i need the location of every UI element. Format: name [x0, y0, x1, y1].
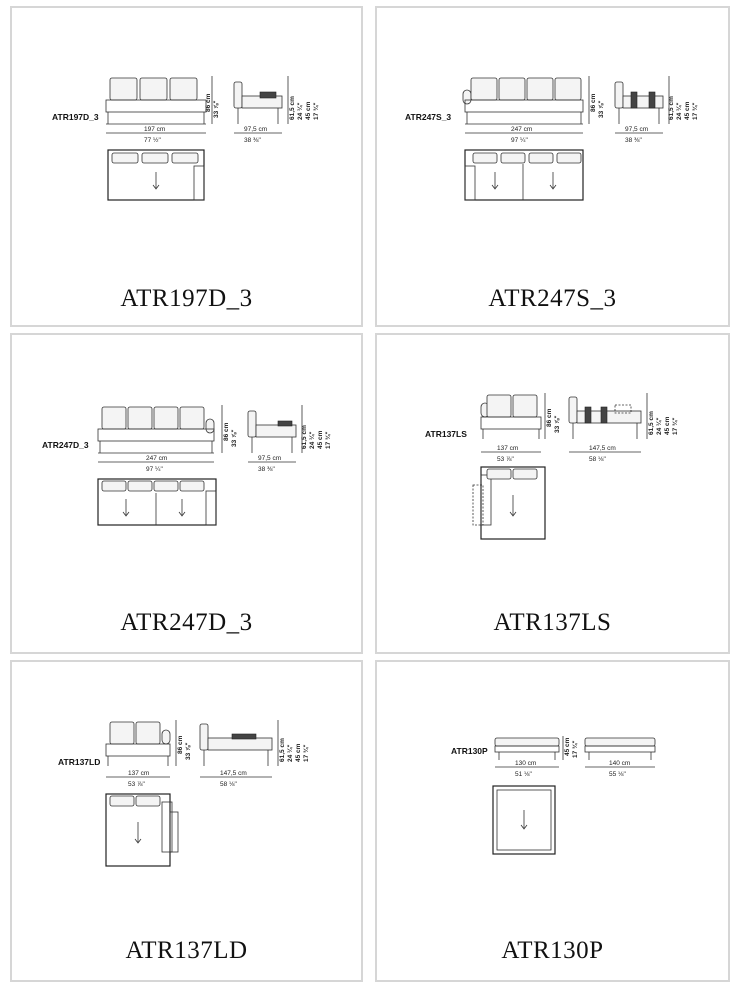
svg-text:24 ¼": 24 ¼" [297, 102, 304, 120]
svg-text:97 ¼": 97 ¼" [146, 466, 163, 473]
svg-text:24 ¼": 24 ¼" [676, 102, 683, 120]
svg-text:137 cm: 137 cm [497, 445, 519, 452]
svg-text:86 cm: 86 cm [205, 93, 212, 112]
model-code: ATR197D_3 [52, 112, 99, 122]
svg-text:38 ⅜": 38 ⅜" [244, 137, 261, 144]
svg-text:45 cm: 45 cm [664, 416, 671, 435]
svg-text:86 cm: 86 cm [223, 422, 230, 441]
product-title: ATR197D_3 [120, 285, 253, 312]
model-code: ATR130P [451, 746, 488, 756]
svg-text:97,5 cm: 97,5 cm [244, 126, 268, 133]
svg-text:130 cm: 130 cm [515, 760, 537, 767]
product-card-atr137ld[interactable] [10, 660, 363, 982]
svg-text:247 cm: 247 cm [511, 126, 533, 133]
product-title: ATR247D_3 [120, 609, 253, 636]
svg-text:97,5 cm: 97,5 cm [258, 455, 282, 462]
model-code: ATR247S_3 [405, 112, 452, 122]
svg-text:58 ⅛": 58 ⅛" [589, 456, 606, 463]
svg-text:97,5 cm: 97,5 cm [625, 126, 649, 133]
svg-text:38 ⅜": 38 ⅜" [625, 137, 642, 144]
product-title: ATR130P [501, 937, 604, 964]
svg-text:45 cm: 45 cm [305, 101, 312, 120]
product-title: ATR247S_3 [488, 285, 617, 312]
model-code: ATR137LS [425, 429, 467, 439]
svg-text:147,5 cm: 147,5 cm [589, 445, 616, 452]
svg-text:61,5 cm: 61,5 cm [289, 96, 296, 120]
svg-text:45 cm: 45 cm [317, 430, 324, 449]
svg-text:61,5 cm: 61,5 cm [301, 425, 308, 449]
svg-text:140 cm: 140 cm [609, 760, 631, 767]
svg-text:137 cm: 137 cm [128, 770, 150, 777]
model-code: ATR137LD [58, 757, 101, 767]
product-card-atr197d-3[interactable] [10, 6, 363, 327]
product-title: ATR137LD [125, 937, 248, 964]
svg-text:33 ⅞": 33 ⅞" [231, 429, 238, 447]
svg-text:33 ⅞": 33 ⅞" [185, 742, 192, 760]
svg-text:77 ½": 77 ½" [144, 137, 161, 144]
svg-text:45 cm: 45 cm [564, 737, 571, 756]
svg-text:24 ¼": 24 ¼" [656, 417, 663, 435]
svg-text:33 ⅞": 33 ⅞" [598, 100, 605, 118]
svg-text:247 cm: 247 cm [146, 455, 168, 462]
svg-text:17 ¾": 17 ¾" [303, 744, 310, 762]
svg-text:17 ¾": 17 ¾" [325, 431, 332, 449]
svg-text:38 ⅜": 38 ⅜" [258, 466, 275, 473]
product-card-atr247s-3[interactable] [375, 6, 730, 327]
svg-text:24 ¼": 24 ¼" [287, 744, 294, 762]
svg-text:147,5 cm: 147,5 cm [220, 770, 247, 777]
product-drawing [377, 662, 732, 984]
product-title: ATR137LS [493, 609, 612, 636]
product-card-atr247d-3[interactable] [10, 333, 363, 654]
product-card-atr137ls[interactable] [375, 333, 730, 654]
svg-text:33 ⅞": 33 ⅞" [213, 100, 220, 118]
svg-text:17 ¾": 17 ¾" [672, 417, 679, 435]
svg-text:86 cm: 86 cm [177, 735, 184, 754]
product-drawing [377, 335, 732, 656]
product-drawing [12, 335, 365, 656]
svg-text:24 ¼": 24 ¼" [309, 431, 316, 449]
svg-text:51 ⅛": 51 ⅛" [515, 771, 532, 778]
product-drawing [12, 8, 365, 329]
svg-text:17 ¾": 17 ¾" [313, 102, 320, 120]
svg-text:53 ⅞": 53 ⅞" [128, 781, 145, 788]
svg-text:86 cm: 86 cm [546, 408, 553, 427]
product-drawing [377, 8, 732, 329]
svg-text:53 ⅞": 53 ⅞" [497, 456, 514, 463]
svg-text:58 ⅛": 58 ⅛" [220, 781, 237, 788]
product-card-atr130p[interactable] [375, 660, 730, 982]
svg-text:197 cm: 197 cm [144, 126, 166, 133]
product-drawing [12, 662, 365, 984]
svg-text:55 ⅛": 55 ⅛" [609, 771, 626, 778]
svg-text:17 ¾": 17 ¾" [572, 740, 579, 758]
svg-text:61,5 cm: 61,5 cm [279, 738, 286, 762]
svg-text:61,5 cm: 61,5 cm [648, 411, 655, 435]
svg-text:33 ⅞": 33 ⅞" [554, 415, 561, 433]
svg-text:86 cm: 86 cm [590, 93, 597, 112]
model-code: ATR247D_3 [42, 440, 89, 450]
svg-text:45 cm: 45 cm [684, 101, 691, 120]
svg-text:17 ¾": 17 ¾" [692, 102, 699, 120]
svg-text:45 cm: 45 cm [295, 743, 302, 762]
svg-text:97 ¼": 97 ¼" [511, 137, 528, 144]
svg-text:61,5 cm: 61,5 cm [668, 96, 675, 120]
